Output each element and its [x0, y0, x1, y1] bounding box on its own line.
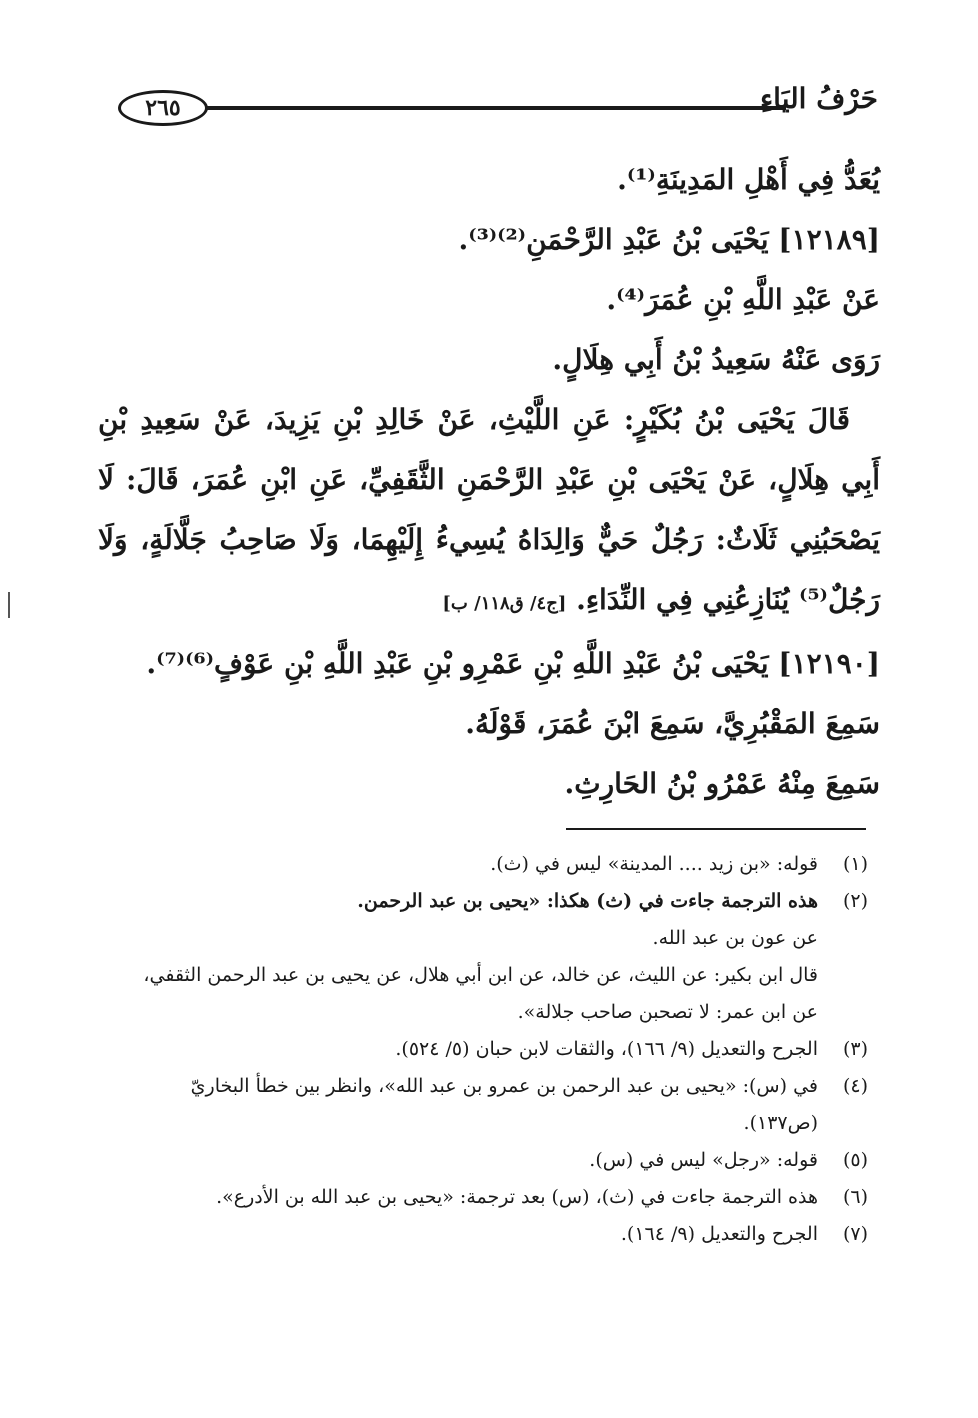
text-line: سَمِعَ مِنْهُ عَمْرُو بْنُ الحَارِثِ.: [564, 767, 880, 800]
footnote-body: [123, 1142, 818, 1179]
footnote-number: (٢): [842, 890, 868, 912]
footnote-line: عن عون بن عبد الله.: [652, 927, 818, 949]
footnote: [123, 1031, 868, 1068]
entry-heading: [١٢١٨٩] يَحْيَى بْنُ عَبْدِ الرَّحْمَنِ⁽²⁾⁽³⁾.: [458, 223, 880, 256]
footnote-number: (٤): [842, 1075, 868, 1097]
footnote-number: (٥): [842, 1149, 868, 1171]
footnote-line: هذه الترجمة جاءت في (ث)، (س) بعد ترجمة: «يحيى بن عبد الله بن الأدرع».: [216, 1186, 818, 1208]
page-number: [118, 90, 208, 126]
text-line: سَمِعَ المَقْبُرِيَّ، سَمِعَ ابْنَ عُمَرَ، قَوْلَهُ.: [465, 707, 880, 740]
footnote-line: الجرح والتعديل (٩/ ١٦٦)، والثقات لابن حبان (٥/ ٥٢٤).: [395, 1038, 818, 1060]
footnote-line: هذه الترجمة جاءت في (ث) هكذا: «يحيى بن عبد الرحمن.: [357, 890, 818, 912]
footnote-number: (٦): [842, 1186, 868, 1208]
footnote-body: [123, 1031, 818, 1068]
footnote: [123, 1216, 868, 1253]
main-text: [98, 150, 880, 814]
footnote: [123, 883, 868, 1031]
footnote-line: الجرح والتعديل (٩/ ١٦٤).: [620, 1223, 818, 1245]
footnote-body: [123, 1216, 818, 1253]
manuscript-reference: [ج٤/ ق١١٨/ ب]: [442, 593, 567, 614]
footnote-body: [123, 1068, 818, 1142]
footnote-number: (٧): [842, 1223, 868, 1245]
footnote-body: [123, 883, 818, 1031]
text-line: يُعَدُّ فِي أَهْلِ المَدِينَةِ⁽¹⁾.: [617, 163, 880, 196]
narration-paragraph: [98, 390, 880, 634]
page-number-text: ٢٦٥: [145, 95, 181, 121]
footnote-number: (٣): [842, 1038, 868, 1060]
footnote-number: (١): [842, 853, 868, 875]
chapter-title: حَرْفُ اليَاءِ: [760, 82, 878, 115]
header-rule: [206, 106, 786, 110]
page-header: [118, 78, 878, 138]
footnote-line: في (س): «يحيى بن عبد الرحمن بن عمرو بن عبد الله»، وانظر بين خطأ البخاريّ: [190, 1075, 818, 1097]
text-line: عَنْ عَبْدِ اللَّهِ بْنِ عُمَرَ⁽⁴⁾.: [606, 283, 880, 316]
footnote: [123, 1142, 868, 1179]
footnote-line: (ص١٣٧).: [743, 1112, 818, 1134]
footnote-line: قوله: «بن زيد .... المدينة» ليس في (ث).: [490, 853, 818, 875]
footnote-separator: [566, 828, 866, 830]
footnote-body: [123, 846, 818, 883]
footnote-body: [123, 1179, 818, 1216]
margin-mark: [8, 592, 10, 618]
footnote: [123, 1068, 868, 1142]
entry-heading: [١٢١٩٠] يَحْيَى بْنُ عَبْدِ اللَّهِ بْنِ عَمْرِو بْنِ عَبْدِ اللَّهِ بْنِ عَوْفٍ⁽⁶⁾⁽⁷⁾.: [146, 647, 880, 680]
footnote: [123, 1179, 868, 1216]
footnote-line: عن ابن عمر: لا تصحبن صاحب جلالة».: [517, 1001, 818, 1023]
footnote-line: قال ابن بكير: عن الليث، عن خالد، عن ابن أبي هلال، عن يحيى بن عبد الرحمن الثقفي،: [143, 964, 818, 986]
footnote: [123, 846, 868, 883]
text-line: رَوَى عَنْهُ سَعِيدُ بْنُ أَبِي هِلَالٍ.: [552, 343, 880, 376]
footnotes: [123, 846, 868, 1253]
footnote-line: قوله: «رجل» ليس في (س).: [589, 1149, 818, 1171]
narration-text: قَالَ يَحْيَى بْنُ بُكَيْرٍ: عَنِ اللَّيْثِ، عَنْ خَالِدِ بْنِ يَزِيدَ، عَنْ سَعِيدِ بْنِ أَبِي هِلَالٍ، عَنْ يَحْيَى بْنِ عَبْدِ الرَّحْمَنِ الثَّقَفِيِّ، عَنِ ابْنِ عُمَرَ، قَالَ: لَا يَصْحَبُنِي ثَلَاثٌ: رَجُلٌ حَيٌّ وَالِدَاهُ يُسِيءُ إِلَيْهِمَا، وَلَا صَاحِبُ جَلَّالَةٍ، وَلَا رَجُلٌ⁽⁵⁾ يُنَازِعُنِي فِي النِّدَاءِ.: [98, 403, 880, 616]
